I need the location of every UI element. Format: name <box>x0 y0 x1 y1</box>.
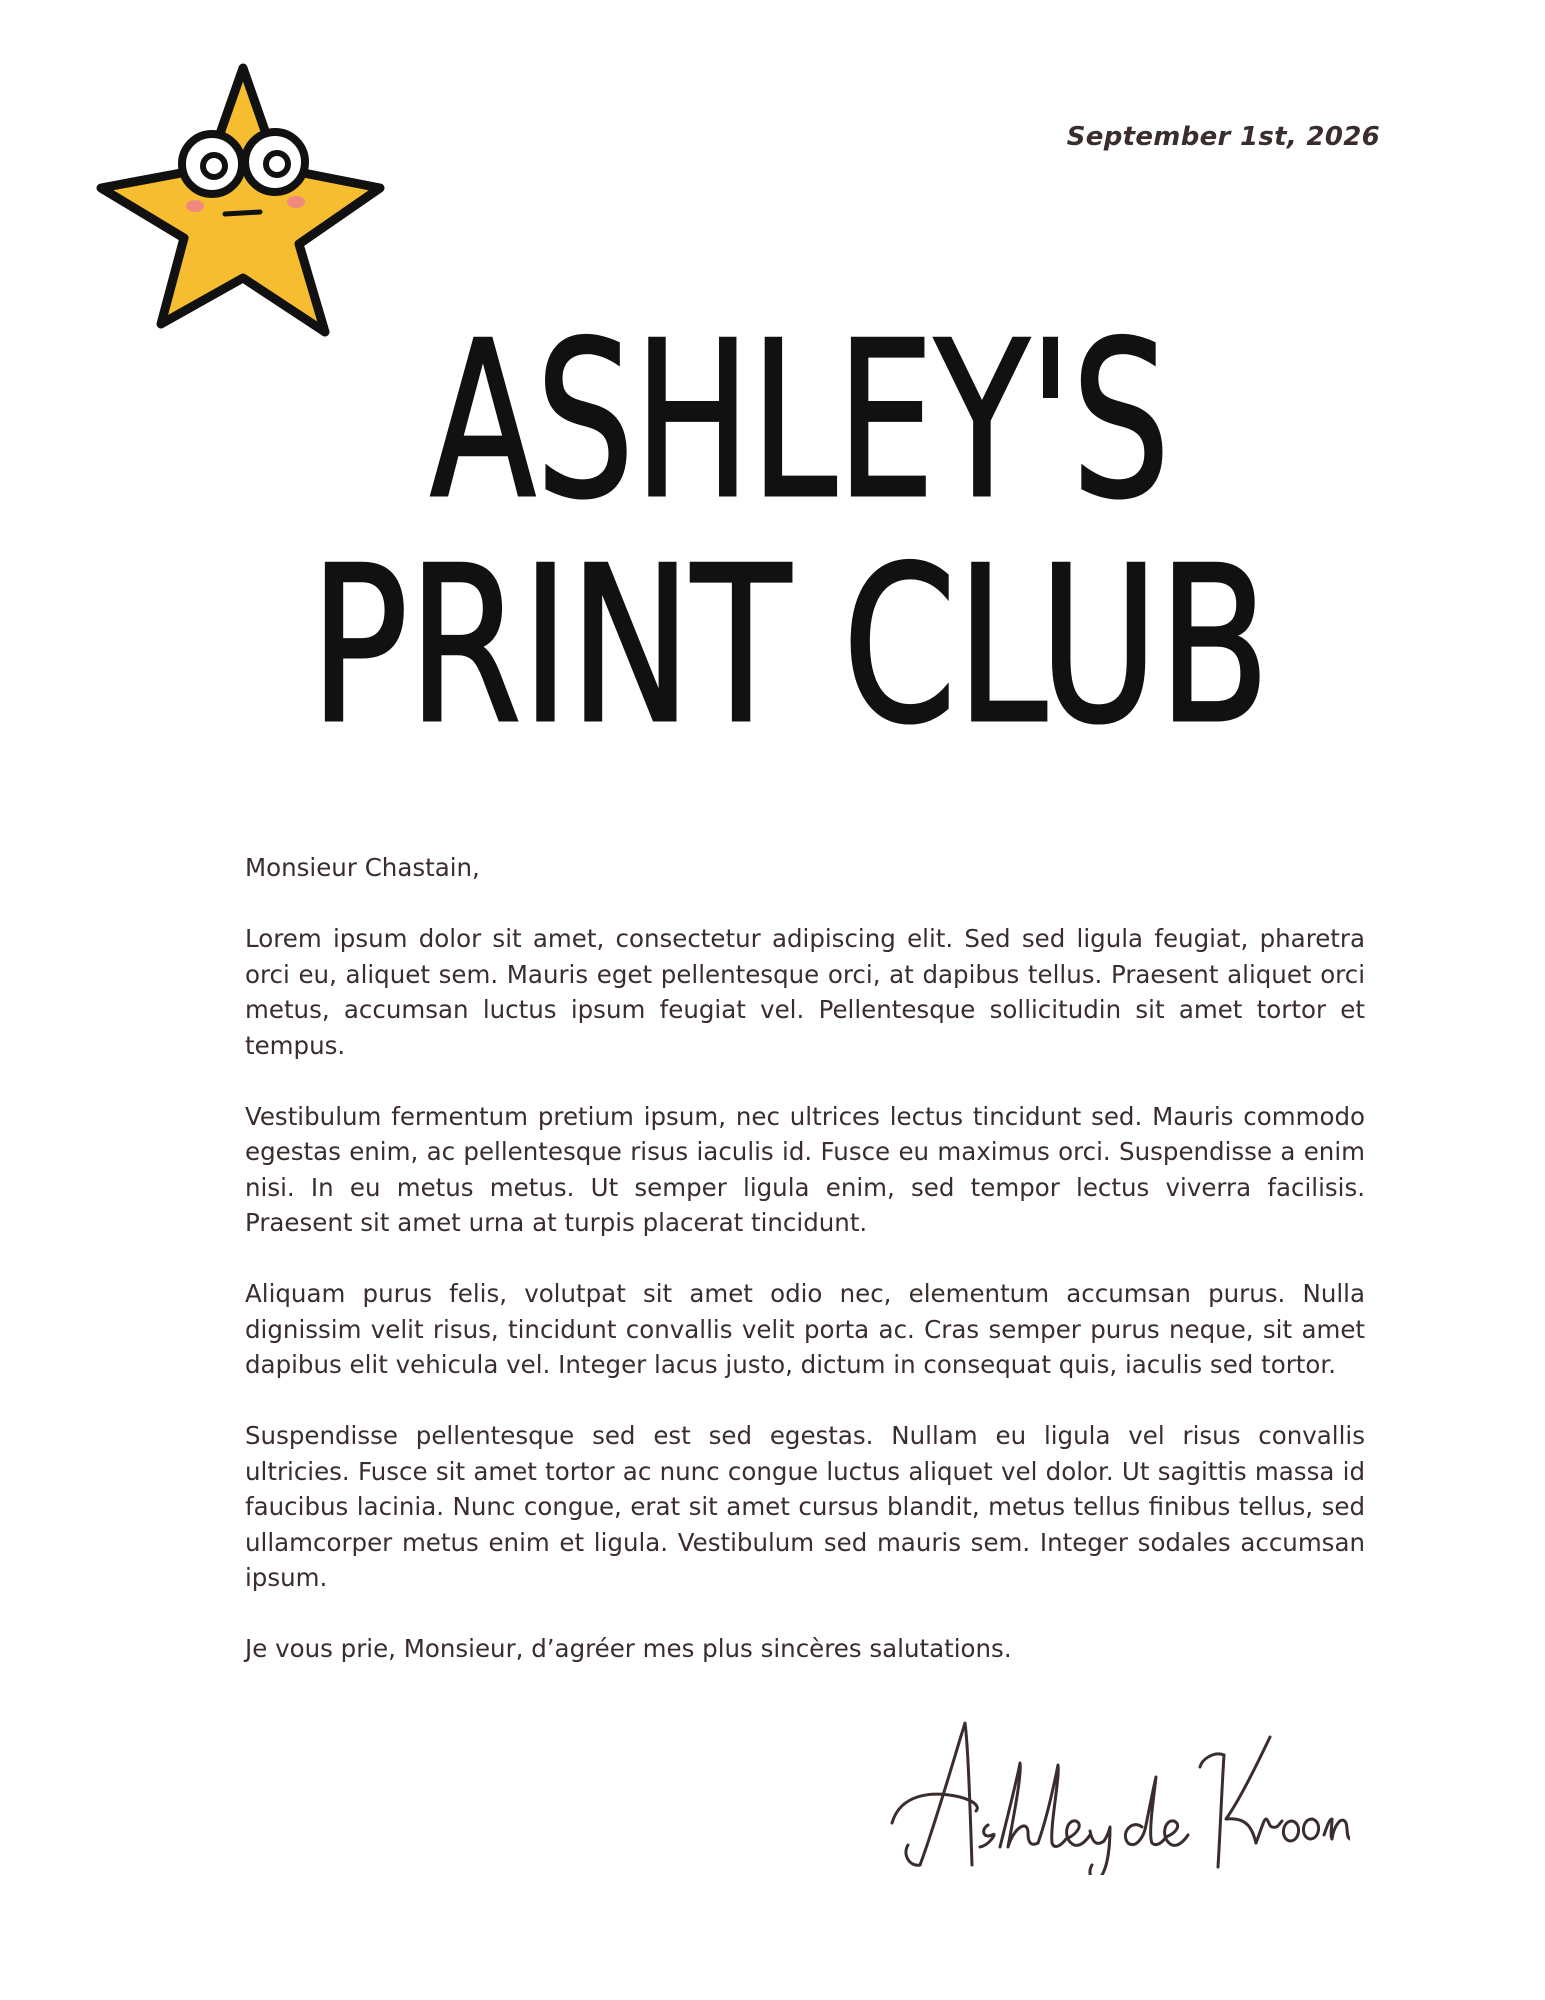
letter-date: September 1st, 2026 <box>1066 122 1380 152</box>
letter-body <box>245 850 1365 1702</box>
handwritten-signature <box>880 1715 1350 1875</box>
letter-paragraph-1: Lorem ipsum dolor sit amet, consectetur adipiscing elit. Sed sed ligula feugiat, pharetra orci eu, aliquet sem. Mauris eget pellentesque orci, at dapibus tellus. Praesent aliquet orci metus, accumsan luctus ipsum feugiat vel. Pellentesque sollicitudin sit amet tortor et tempus. <box>245 924 1365 1060</box>
title-line-1: ASHLEY'S <box>430 300 1170 546</box>
letter-closing: Je vous prie, Monsieur, d’agréer mes plus sincères salutations. <box>245 1634 1012 1663</box>
letter-salutation: Monsieur Chastain, <box>245 853 480 882</box>
letter-paragraph-4: Suspendisse pellentesque sed est sed egestas. Nullam eu ligula vel risus convallis ultricies. Fusce sit amet tortor ac nunc congue luctus aliquet vel dolor. Ut sagittis massa id faucibus lacinia. Nunc congue, erat sit amet cursus blandit, metus tellus finibus tellus, sed ullamcorper metus enim et ligula. Vestibulum sed mauris sem. Integer sodales accumsan ipsum. <box>245 1421 1365 1592</box>
title-line-2: PRINT CLUB <box>310 520 1270 750</box>
letter-paragraph-2: Vestibulum fermentum pretium ipsum, nec ultrices lectus tincidunt sed. Mauris commodo egestas enim, ac pellentesque risus iaculis id. Fusce eu maximus orci. Suspendisse a enim nisi. In eu metus metus. Ut semper ligula enim, sed tempor lectus viverra facilisis. Praesent sit amet urna at turpis placerat tincidunt. <box>245 1101 1365 1237</box>
letter-paragraph-3: Aliquam purus felis, volutpat sit amet odio nec, elementum accumsan purus. Nulla dignissim velit risus, tincidunt convallis velit porta ac. Cras semper purus neque, sit amet dapibus elit vehicula vel. Integer lacus justo, dictum in consequat quis, iaculis sed tortor. <box>245 1279 1365 1379</box>
page-title <box>0 300 1545 750</box>
